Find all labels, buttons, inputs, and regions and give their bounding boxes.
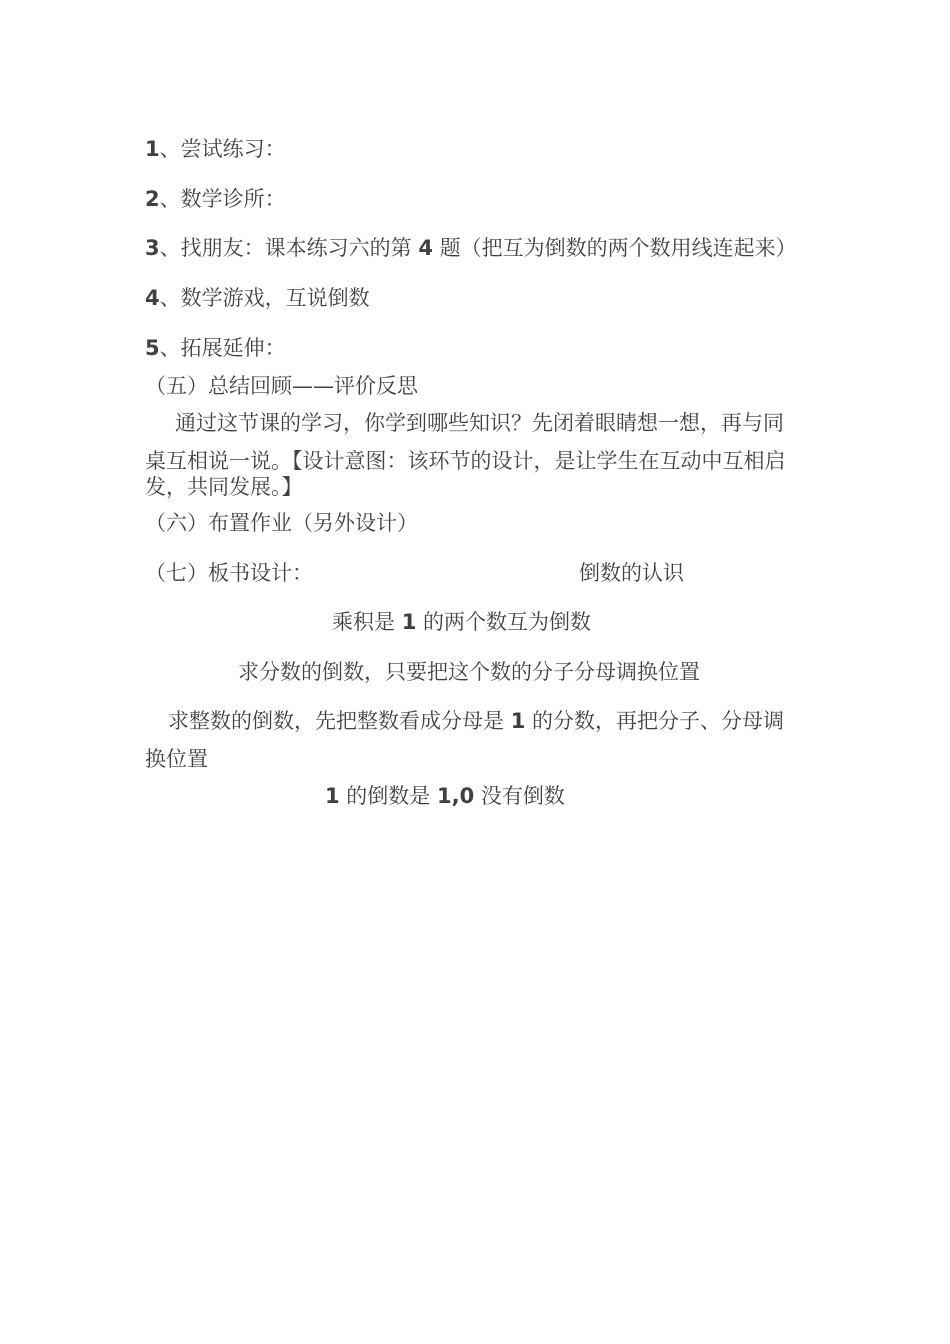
list-item-text: 、数学游戏，互说倒数	[159, 286, 370, 310]
list-item-text: 、找朋友：课本练习六的第	[159, 236, 419, 260]
section-6-heading: （六）布置作业（另外设计）	[145, 511, 418, 535]
section-5-paragraph-line-1: 通过这节课的学习，你学到哪些知识？先闭着眼睛想一想，再与同	[175, 411, 784, 435]
list-item-2	[145, 189, 286, 210]
list-item-text: 题（把互为倒数的两个数用线连起来）	[432, 236, 797, 260]
board-text: 的两个数互为倒数	[416, 610, 591, 634]
list-item-number: 3	[145, 236, 160, 260]
board-number: 1,0	[436, 784, 475, 808]
list-item-number: 2	[145, 187, 160, 211]
list-item-text: 、数学诊所：	[159, 187, 286, 211]
exercise-number: 4	[418, 236, 433, 260]
list-item-3	[145, 238, 797, 259]
board-text: 没有倒数	[474, 784, 565, 808]
board-line-3	[168, 711, 784, 732]
board-text: 求整数的倒数，先把整数看成分母是	[168, 709, 511, 733]
board-line-1	[332, 612, 591, 633]
list-item-number: 4	[145, 286, 160, 310]
board-title: 倒数的认识	[579, 561, 684, 585]
board-text: 的分数，再把分子、分母调	[525, 709, 784, 733]
section-7-heading: （七）板书设计：	[145, 561, 313, 585]
list-item-1	[145, 139, 286, 160]
section-5-paragraph-line-2: 桌互相说一说。【设计意图：该环节的设计，是让学生在互动中互相启	[145, 449, 786, 473]
board-number: 1	[401, 610, 417, 634]
board-line-5	[325, 786, 565, 807]
board-text: 的倒数是	[339, 784, 437, 808]
list-item-text: 、拓展延伸：	[159, 336, 286, 360]
board-line-4: 换位置	[145, 747, 208, 771]
section-5-heading: （五）总结回顾——评价反思	[145, 374, 418, 398]
board-line-2: 求分数的倒数，只要把这个数的分子分母调换位置	[238, 660, 700, 684]
list-item-text: 、尝试练习：	[159, 137, 286, 161]
list-item-number: 1	[145, 137, 160, 161]
list-item-4	[145, 288, 370, 309]
board-number: 1	[510, 709, 526, 733]
board-number: 1	[325, 784, 340, 808]
list-item-number: 5	[145, 336, 160, 360]
section-5-paragraph-line-3: 发，共同发展。】	[145, 475, 303, 499]
board-text: 乘积是	[332, 610, 402, 634]
list-item-5	[145, 338, 286, 359]
